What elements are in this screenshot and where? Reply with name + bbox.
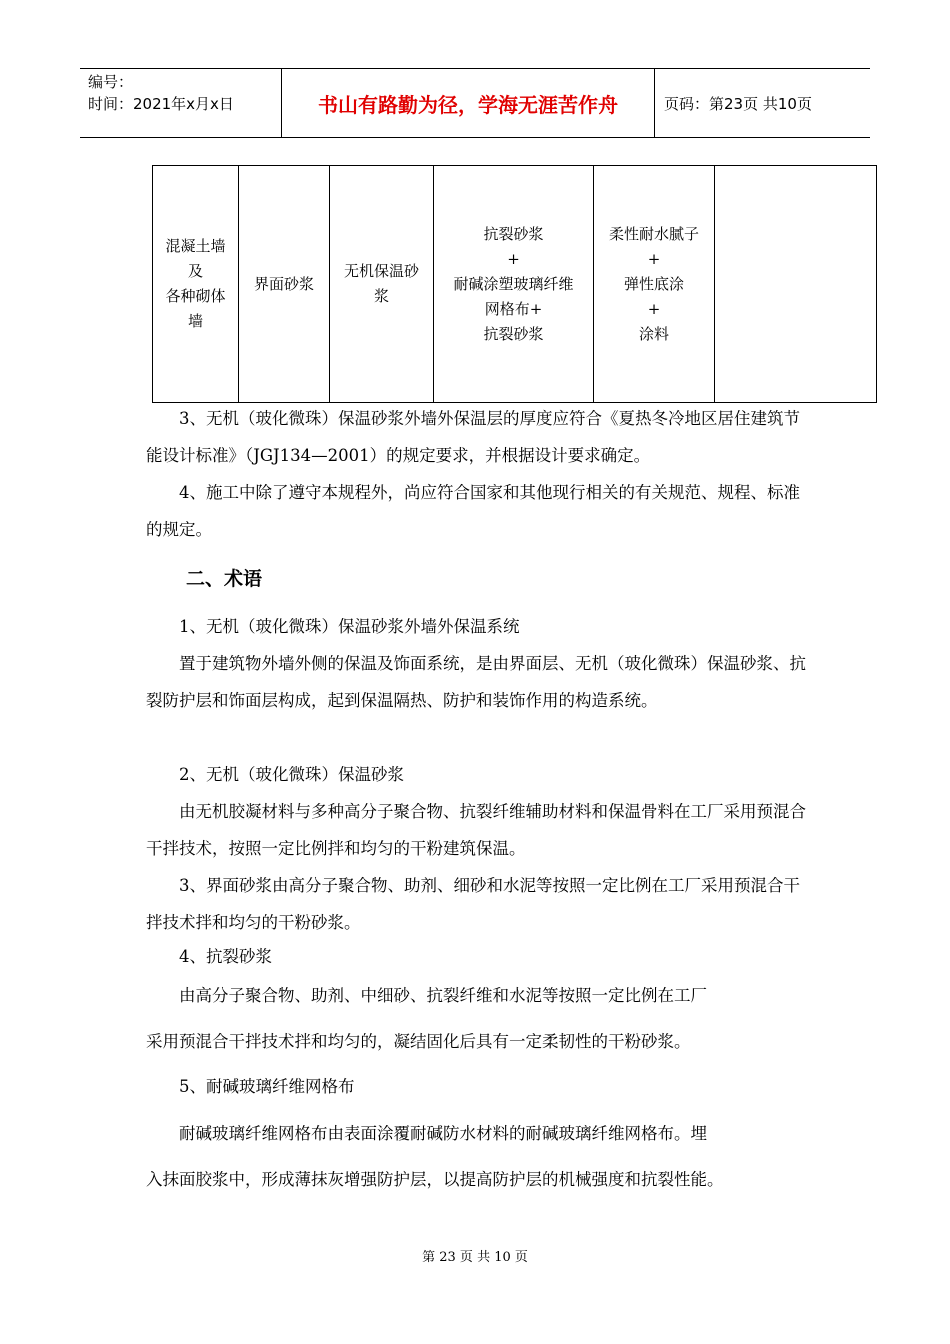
time-label: 时间：2021年x月x日 <box>88 95 234 113</box>
term-5-body-line1: 耐碱玻璃纤维网格布由表面涂覆耐碱防水材料的耐碱玻璃纤维网格布。埋 <box>179 1124 707 1143</box>
table-cell-empty <box>715 166 877 403</box>
term-5-body-line2: 入抹面胶浆中，形成薄抹灰增强防护层，以提高防护层的机械强度和抗裂性能。 <box>146 1170 724 1189</box>
header-meta <box>88 71 234 115</box>
table-cell-insulation: 无机保温砂 浆 <box>330 166 434 403</box>
paragraph-compliance: 4、施工中除了遵守本规程外，尚应符合国家和其他现行相关的有关规范、规程、标准的规定。 <box>146 483 800 539</box>
table-cell-finish: 柔性耐水腻子 + 弹性底涂 + 涂料 <box>594 166 715 403</box>
header-motto: 书山有路勤为径，学海无涯苦作舟 <box>318 92 618 117</box>
paragraph-thickness: 3、无机（玻化微珠）保温砂浆外墙外保温层的厚度应符合《夏热冬冷地区居住建筑节能设计标准》（JGJ134—2001）的规定要求，并根据设计要求确定。 <box>146 409 800 465</box>
table-cell-protection: 抗裂砂浆 + 耐碱涂塑玻璃纤维 网格布+ 抗裂砂浆 <box>434 166 594 403</box>
term-2-body: 由无机胶凝材料与多种高分子聚合物、抗裂纤维辅助材料和保温骨料在工厂采用预混合干拌技术，按照一定比例拌和均匀的干粉建筑保温。 <box>146 802 806 858</box>
term-3-body: 3、界面砂浆由高分子聚合物、助剂、细砂和水泥等按照一定比例在工厂采用预混合干拌技术拌和均匀的干粉砂浆。 <box>146 876 800 932</box>
table-cell-interface: 界面砂浆 <box>239 166 330 403</box>
term-2-title: 2、无机（玻化微珠）保温砂浆 <box>179 765 404 784</box>
header-page-label: 页码：第23页 共10页 <box>664 94 812 113</box>
table-cell-base-wall: 混凝土墙 及 各种砌体 墙 <box>153 166 239 403</box>
section-heading-terms: 二、术语 <box>186 568 263 590</box>
term-4-body-line2: 采用预混合干拌技术拌和均匀的，凝结固化后具有一定柔韧性的干粉砂浆。 <box>146 1032 691 1051</box>
page-header <box>80 68 870 138</box>
term-4-body-line1: 由高分子聚合物、助剂、中细砂、抗裂纤维和水泥等按照一定比例在工厂 <box>179 986 707 1005</box>
table-row <box>153 166 877 403</box>
number-label: 编号： <box>88 73 134 91</box>
term-1-body: 置于建筑物外墙外侧的保温及饰面系统，是由界面层、无机（玻化微珠）保温砂浆、抗裂防护层和饰面层构成，起到保温隔热、防护和装饰作用的构造系统。 <box>146 654 806 710</box>
term-5-title: 5、耐碱玻璃纤维网格布 <box>179 1077 355 1096</box>
term-4-title: 4、抗裂砂浆 <box>179 947 272 966</box>
term-1-title: 1、无机（玻化微珠）保温砂浆外墙外保温系统 <box>179 617 520 636</box>
header-divider <box>654 69 655 137</box>
page-footer: 第 23 页 共 10 页 <box>422 1250 528 1265</box>
system-structure-table <box>152 165 877 403</box>
